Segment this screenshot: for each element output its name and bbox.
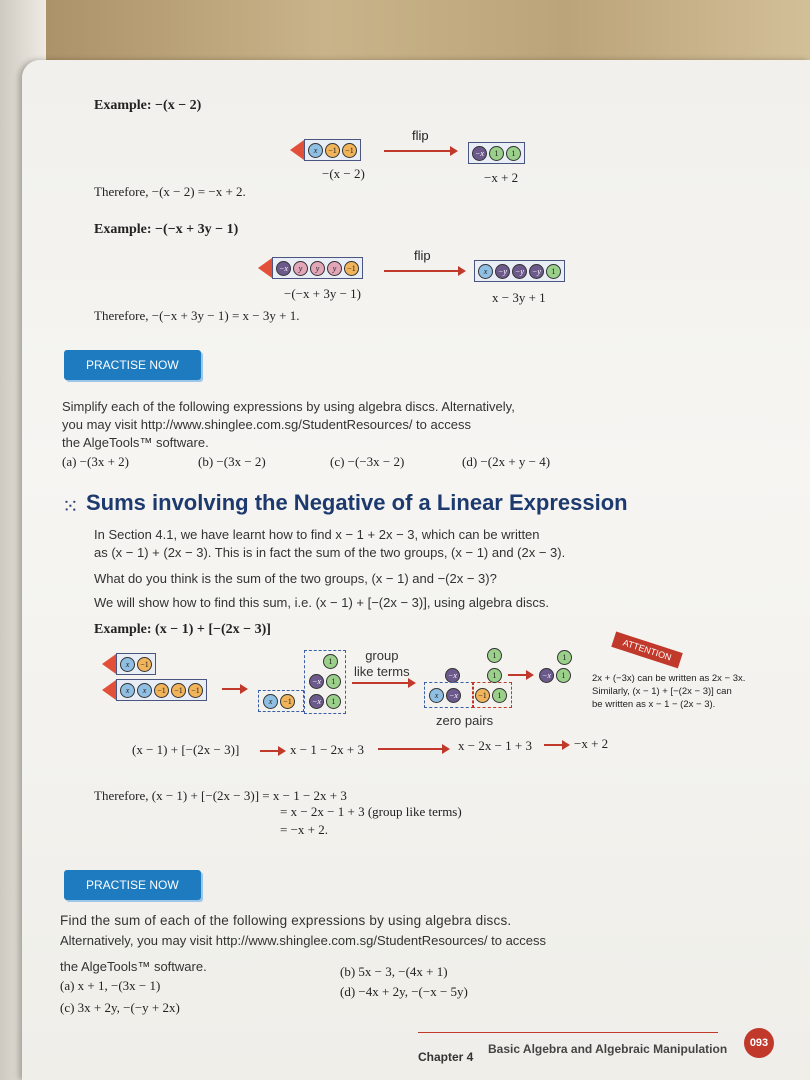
disc-one: 1	[492, 688, 507, 703]
disc-neg-x: −x	[539, 668, 554, 683]
group-like-terms-label: group like terms	[354, 648, 410, 679]
tray-tab	[290, 140, 304, 160]
practise-1-b: (b) −(3x − 2)	[198, 454, 266, 469]
discs-row	[308, 672, 342, 690]
example-2-title: Example: −(−x + 3y − 1)	[94, 222, 239, 237]
disc-neg-one: −1	[137, 657, 152, 672]
section-paragraph-3: We will show how to find this sum, i.e. (x − 1) + [−(2x − 3)], using algebra discs.	[94, 595, 549, 610]
disc-one: 1	[546, 264, 561, 279]
footer-title: Basic Algebra and Algebraic Manipulation	[488, 1042, 728, 1056]
right-label-2: x − 3y + 1	[492, 290, 546, 305]
disc-x: x	[429, 688, 444, 703]
practise-2-line-3: the AlgeTools™ software.	[60, 959, 207, 974]
discs-x-negx	[428, 686, 462, 704]
disc-one: 1	[323, 654, 338, 669]
attention-note	[592, 672, 745, 711]
disc-y: y	[310, 261, 325, 276]
disc-one	[322, 652, 339, 670]
disc-one: 1	[326, 694, 341, 709]
disc-neg-x: −x	[276, 261, 291, 276]
left-label-1: −(x − 2)	[322, 166, 365, 181]
flip-label: flip	[414, 248, 431, 263]
disc-x: x	[120, 657, 135, 672]
tray-neg-group	[116, 679, 207, 701]
tray-left-2	[272, 257, 363, 279]
disc-neg-one: −1	[344, 261, 359, 276]
practise-1-a: (a) −(3x + 2)	[62, 454, 129, 469]
step-1: (x − 1) + [−(2x − 3)]	[132, 742, 240, 757]
left-label-2: −(−x + 3y − 1)	[284, 286, 361, 301]
therefore-2: Therefore, −(−x + 3y − 1) = x − 3y + 1.	[94, 308, 300, 323]
therefore-3-line-1: Therefore, (x − 1) + [−(2x − 3)] = x − 1 − 2x + 3	[94, 788, 347, 803]
tray-tab	[258, 258, 272, 278]
example-1-title: Example: −(x − 2)	[94, 98, 202, 113]
disc-neg-one: −1	[342, 143, 357, 158]
attention-line-2: Similarly, (x − 1) + [−(2x − 3)] can	[592, 686, 732, 697]
disc-neg-one: −1	[154, 683, 169, 698]
example-3-title: Example: (x − 1) + [−(2x − 3)]	[94, 622, 271, 637]
disc-x: x	[308, 143, 323, 158]
disc-one	[486, 646, 503, 664]
disc-one	[556, 648, 573, 666]
disc-neg-x: −x	[309, 674, 324, 689]
practise-now-badge: PRACTISE NOW	[64, 350, 201, 380]
tray-right-1	[468, 142, 525, 164]
disc-one	[486, 666, 503, 684]
tray-x-minus-1	[116, 653, 156, 675]
attention-line-1: 2x + (−3x) can be written as 2x − 3x.	[592, 673, 746, 684]
disc-one: 1	[487, 668, 502, 683]
section-heading: Sums involving the Negative of a Linear Expression	[86, 490, 628, 515]
page-number-badge: 093	[744, 1028, 774, 1058]
step-4: −x + 2	[574, 736, 609, 751]
step-2: x − 1 − 2x + 3	[290, 742, 364, 757]
arrow	[544, 744, 568, 746]
footer-chapter: Chapter 4	[418, 1050, 474, 1064]
arrow	[352, 682, 414, 684]
attention-badge: ATTENTION	[611, 632, 683, 669]
flip-arrow	[384, 150, 456, 152]
disc-one: 1	[506, 146, 521, 161]
disc-x: x	[120, 683, 135, 698]
tray-tab	[102, 654, 116, 674]
zero-pairs-label: zero pairs	[436, 713, 494, 728]
right-label-1: −x + 2	[484, 170, 519, 185]
practise-1-d: (d) −(2x + y − 4)	[462, 454, 551, 469]
tray-tab	[102, 680, 116, 700]
disc-neg-one: −1	[475, 688, 490, 703]
attention-line-3: be written as x − 1 − (2x − 3).	[592, 699, 716, 710]
practise-2-a: (a) x + 1, −(3x − 1)	[60, 978, 161, 993]
disc-y: y	[327, 261, 342, 276]
disc-neg-one: −1	[325, 143, 340, 158]
practise-2-line-1: Find the sum of each of the following expressions by using algebra discs.	[60, 913, 512, 928]
disc-neg-x: −x	[446, 688, 461, 703]
therefore-3-line-3: = −x + 2.	[280, 822, 328, 837]
disc-one: 1	[487, 648, 502, 663]
arrow	[378, 748, 448, 750]
disc-one: 1	[557, 650, 572, 665]
arrow	[260, 750, 284, 752]
section-paragraph-1b: as (x − 1) + (2x − 3). This is in fact the sum of the two groups, (x − 1) and (2x − 3).	[94, 545, 566, 560]
section-paragraph-2: What do you think is the sum of the two groups, (x − 1) and −(2x − 3)?	[94, 571, 497, 586]
practise-1-line-1: Simplify each of the following expressions by using algebra discs. Alternatively,	[62, 399, 515, 414]
practise-1-line-3: the AlgeTools™ software.	[62, 435, 209, 450]
disc-neg-x: −x	[445, 668, 460, 683]
disc-neg-y: −y	[512, 264, 527, 279]
disc-neg-x: −x	[309, 694, 324, 709]
practise-2-c: (c) 3x + 2y, −(−y + 2x)	[60, 1000, 180, 1015]
discs-result	[538, 666, 572, 684]
tray-left-1	[304, 139, 361, 161]
disc-x: x	[263, 694, 278, 709]
practise-now-badge: PRACTISE NOW	[64, 870, 201, 900]
disc-neg-one: −1	[171, 683, 186, 698]
disc-neg-one: −1	[188, 683, 203, 698]
therefore-1: Therefore, −(x − 2) = −x + 2.	[94, 184, 246, 199]
disc-neg-y: −y	[495, 264, 510, 279]
disc-x: x	[478, 264, 493, 279]
arrow	[508, 674, 532, 676]
disc-one: 1	[489, 146, 504, 161]
disc-one: 1	[326, 674, 341, 689]
disc-one: 1	[556, 668, 571, 683]
arrow	[222, 688, 246, 690]
flip-label: flip	[412, 128, 429, 143]
tray-right-2	[474, 260, 565, 282]
therefore-3-line-2: = x − 2x − 1 + 3 (group like terms)	[280, 804, 462, 819]
disc-y: y	[293, 261, 308, 276]
section-paragraph-1a: In Section 4.1, we have learnt how to find x − 1 + 2x − 3, which can be written	[94, 527, 540, 542]
disc-neg-y: −y	[529, 264, 544, 279]
discs-row	[308, 692, 342, 710]
disc-neg-one: −1	[280, 694, 295, 709]
discs-x-neg1	[262, 692, 296, 710]
disc-neg-x: −x	[472, 146, 487, 161]
practise-1-line-2: you may visit http://www.shinglee.com.sg/StudentResources/ to access	[62, 417, 471, 432]
flip-arrow	[384, 270, 464, 272]
section-dots-icon: ⁙	[62, 496, 79, 518]
footer-rule	[418, 1032, 718, 1033]
step-3: x − 2x − 1 + 3	[458, 738, 532, 753]
practise-2-d: (d) −4x + 2y, −(−x − 5y)	[340, 984, 468, 999]
discs-neg1-one	[474, 686, 508, 704]
disc-x: x	[137, 683, 152, 698]
practise-2-b: (b) 5x − 3, −(4x + 1)	[340, 964, 448, 979]
practise-2-line-2: Alternatively, you may visit http://www.shinglee.com.sg/StudentResources/ to access	[60, 933, 547, 948]
textbook-page	[22, 60, 810, 1080]
practise-1-c: (c) −(−3x − 2)	[330, 454, 405, 469]
